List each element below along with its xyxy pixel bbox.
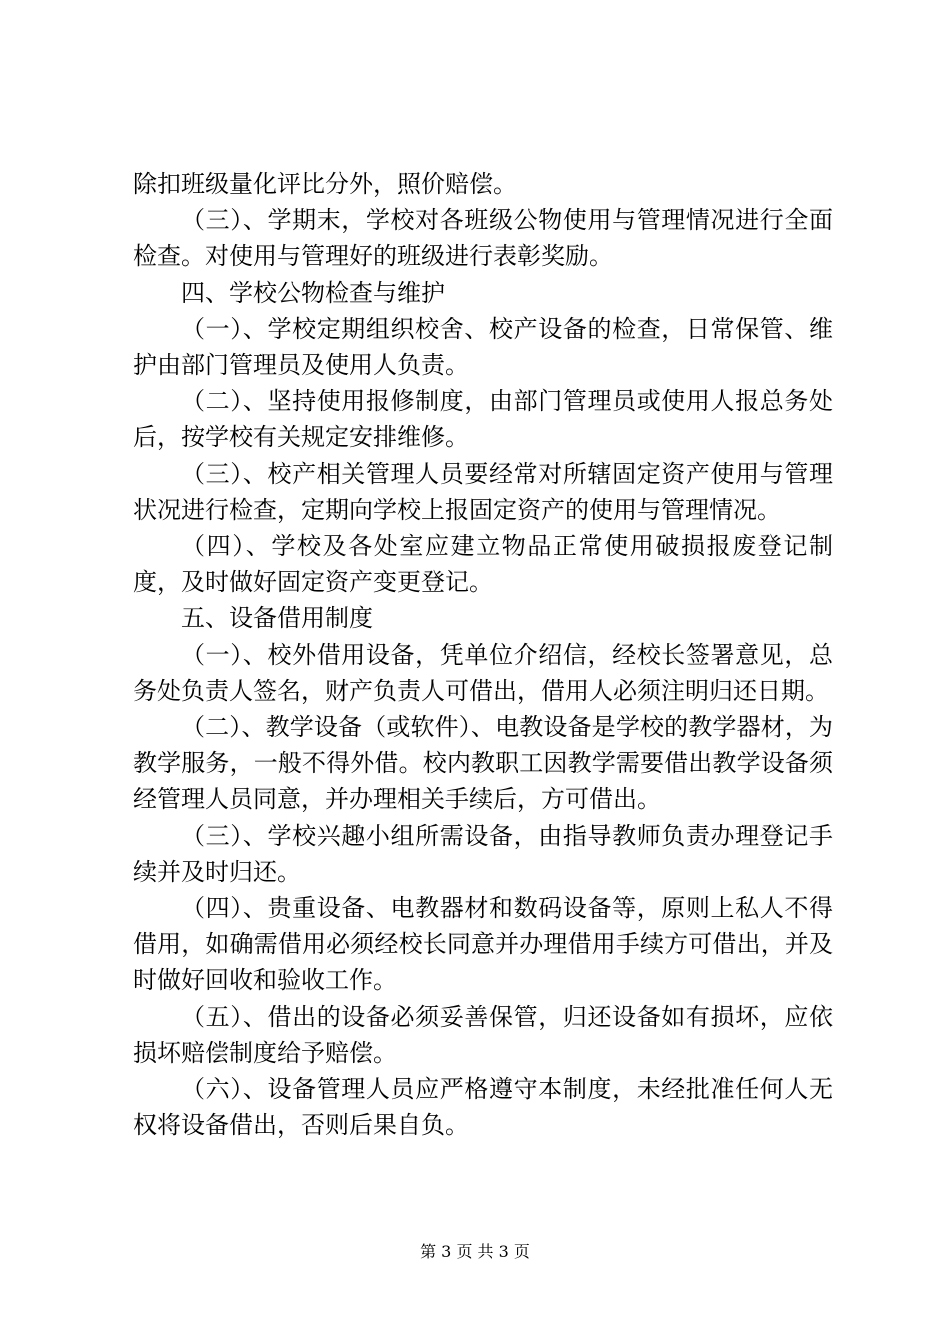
- paragraph-4-3: （三）、校产相关管理人员要经常对所辖固定资产使用与管理状况进行检查，定期向学校上报固定资产的使用与管理情况。: [133, 459, 833, 524]
- page-footer: 第 3 页 共 3 页: [420, 1242, 530, 1261]
- paragraph-2: （三）、学期末，学校对各班级公物使用与管理情况进行全面检查。对使用与管理好的班级进行表彰奖励。: [133, 206, 833, 271]
- document-body: [133, 166, 833, 1143]
- section-heading-5: 五、设备借用制度: [181, 604, 373, 633]
- section-heading-4: 四、学校公物检查与维护: [181, 278, 445, 307]
- paragraph-1: 除扣班级量化评比分外，照价赔偿。: [133, 170, 517, 198]
- paragraph-5-2: （二）、教学设备（或软件）、电教设备是学校的教学器材，为教学服务，一般不得外借。校内教职工因教学需要借出教学设备须经管理人员同意，并办理相关手续后，方可借出。: [133, 713, 833, 814]
- paragraph-5-4: （四）、贵重设备、电教器材和数码设备等，原则上私人不得借用，如确需借用必须经校长同意并办理借用手续方可借出，并及时做好回收和验收工作。: [133, 894, 833, 995]
- paragraph-5-1: （一）、校外借用设备，凭单位介绍信，经校长签署意见，总务处负责人签名，财产负责人可借出，借用人必须注明归还日期。: [133, 640, 833, 705]
- paragraph-4-2: （二）、坚持使用报修制度，由部门管理员或使用人报总务处后，按学校有关规定安排维修。: [133, 387, 833, 452]
- paragraph-5-5: （五）、借出的设备必须妥善保管，归还设备如有损坏，应依损坏赔偿制度给予赔偿。: [133, 1002, 833, 1067]
- paragraph-4-1: （一）、学校定期组织校舍、校产设备的检查，日常保管、维护由部门管理员及使用人负责。: [133, 314, 833, 380]
- paragraph-5-3: （三）、学校兴趣小组所需设备，由指导教师负责办理登记手续并及时归还。: [133, 821, 833, 886]
- paragraph-5-6: （六）、设备管理人员应严格遵守本制度，未经批准任何人无权将设备借出，否则后果自负。: [133, 1075, 833, 1140]
- paragraph-4-4: （四）、学校及各处室应建立物品正常使用破损报废登记制度，及时做好固定资产变更登记。: [133, 532, 833, 597]
